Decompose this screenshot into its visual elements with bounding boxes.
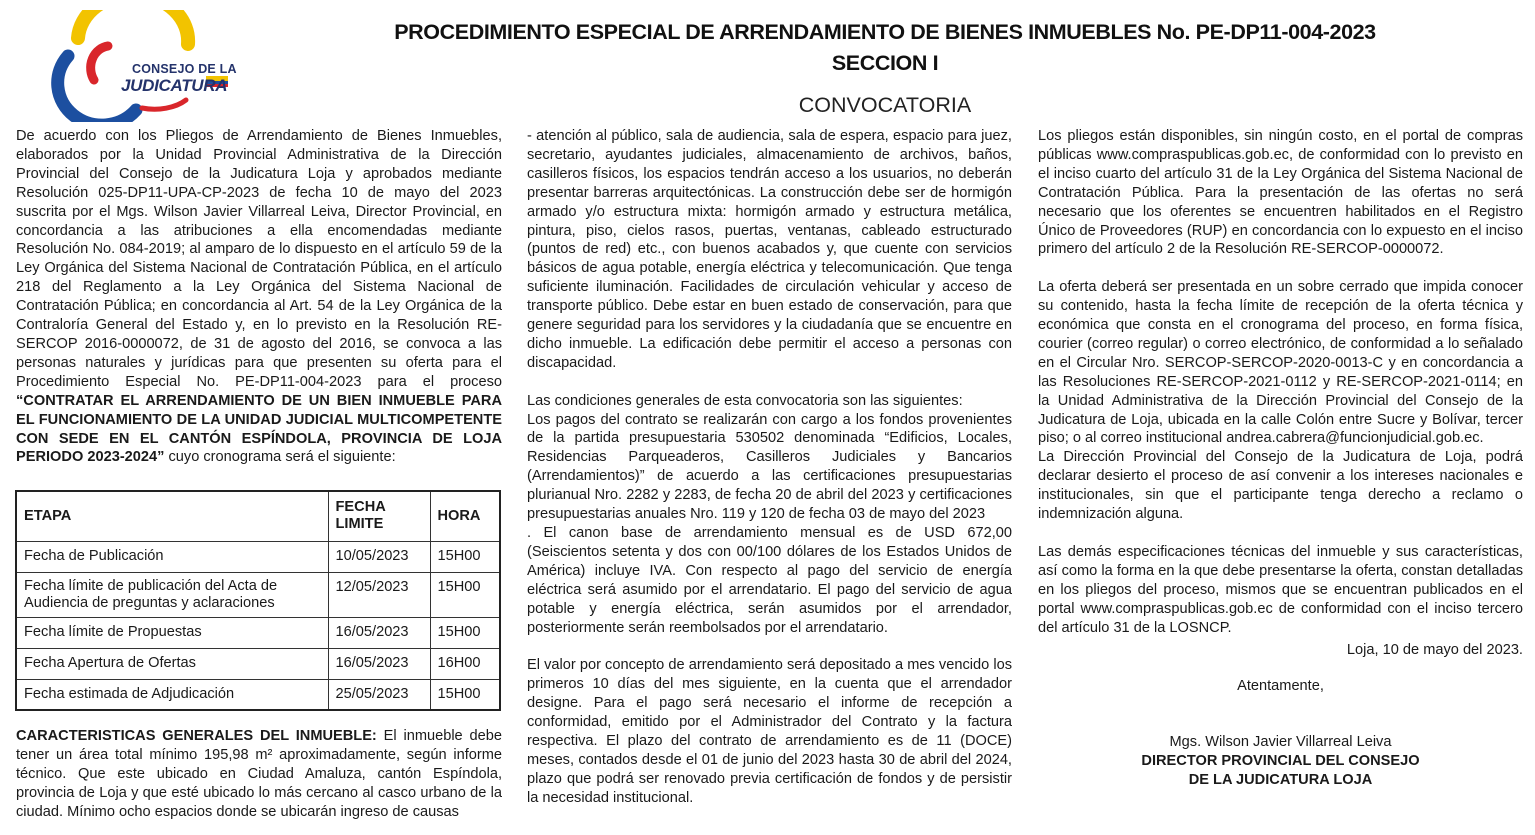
signer-title-2 <box>1038 771 1523 790</box>
logo-text-main: JUDICATURA <box>121 76 228 95</box>
stage-cell: Fecha de Publicación <box>16 541 328 572</box>
column-left <box>16 127 502 467</box>
table-row <box>16 541 500 572</box>
column-middle <box>527 127 1012 808</box>
consejo-judicatura-logo <box>38 10 237 122</box>
deposit-paragraph: El valor por concepto de arrendamiento será depositado a mes vencido los primeros 10 días del mes siguiente, en la cuenta que el arrendador designe. Para el pago será necesario el informe de recepción a conformidad, emitido por el Administrador del Contrato y la factura respectiva. El plazo del contrato de arrendamiento es de 11 (DOCE) meses, contados desde el 01 de junio del 2023 hasta 30 de abril del 2024, plazo que podrá ser renovado previa certificación de fondos y de persistir la necesidad institucional. <box>527 657 1012 806</box>
section-title: SECCION I <box>831 51 939 75</box>
time-cell: 15H00 <box>430 541 500 572</box>
schedule-header-row <box>16 491 500 541</box>
intro-end-text: cuyo cronograma será el siguiente: <box>164 449 396 466</box>
date-cell: 12/05/2023 <box>328 572 430 617</box>
date-cell: 16/05/2023 <box>328 617 430 648</box>
date-line: Loja, 10 de mayo del 2023. <box>1346 642 1523 659</box>
time-cell: 15H00 <box>430 617 500 648</box>
characteristics-text: El inmueble debe tener un área total mínimo 195,98 m² aproximadamente, según informe técnico. Que este ubicado en Ciudad Amaluza, cantón Espíndola, provincia de Loja y que esté ubicado lo más cercano al casco urbano de la ciudad. Mínimo ocho espacios donde se ubicarán ingreso de causas <box>16 728 502 820</box>
payments-paragraph: Los pagos del contrato se realizarán con cargo a los fondos provenientes de la partida presupuestaria 530502 denominada “Edificios, Locales, Residencias Parqueaderos, Casilleros Judiciales y Bancarios (Arrendamientos)” de acuerdo a las certificaciones presupuestarias plurianual Nro. 2282 y 2283, de fecha 20 de abril del 2023 y certificaciones presupuestarias anuales Nro. 119 y 120 de fecha 03 de mayo del 2023 <box>527 411 1012 523</box>
schedule-table <box>15 490 501 711</box>
spaces-paragraph: - atención al público, sala de audiencia, sala de espera, espacio para juez, secretario, ayudantes judiciales, almacenamiento de archivos, baños, casilleros físicos, los espacios tendrán acceso a los usuarios, no deberán presentar barreras arquitectónicas. La construcción debe ser de hormigón armado y/o estructura mixta: hormigón armado y estructura metálica, pintura, piso, cielos rasos, puertas, ventanas, cableado estructurado (puntos de red) etc., con buenos acabados y, que cuente con servicios básicos de agua potable, energía eléctrica y telecomunicación. Que tenga suficiente iluminación. Facilidades de circulación vehicular y acceso de transporte público. Debe estar en buen estado de conservación, para que genere seguridad para los servidores y la ciudadanía que se encuentre en dicho inmueble. La edificación debe permitir el acceso a personas con discapacidad. <box>527 128 1012 371</box>
pliegos-paragraph: Los pliegos están disponibles, sin ningún costo, en el portal de compras públicas www.compraspublicas.gob.ec, de conformidad con lo previsto en el inciso cuarto del artículo 31 de la Ley Orgánica del Sistema Nacional de Contratación Pública. Para la presentación de las ofertas no será necesario que los oferentes se encuentren habilitados en el Registro Único de Proveedores (RUP) en concordancia con lo expuesto en el inciso primero del artículo 2 de la Resolución RE-SERCOP-0000072. <box>1038 128 1523 258</box>
document-title: PROCEDIMIENTO ESPECIAL DE ARRENDAMIENTO DE BIENES INMUEBLES No. PE-DP11-004-2023 <box>394 20 1376 44</box>
stage-cell: Fecha Apertura de Ofertas <box>16 648 328 679</box>
table-row <box>16 572 500 617</box>
table-row <box>16 617 500 648</box>
stage-cell: Fecha límite de Propuestas <box>16 617 328 648</box>
table-row <box>16 648 500 679</box>
date-cell: 16/05/2023 <box>328 648 430 679</box>
table-row <box>16 679 500 710</box>
convocatoria-heading: CONVOCATORIA <box>798 93 972 117</box>
conditions-intro: Las condiciones generales de esta convocatoria son las siguientes: <box>527 392 963 409</box>
column-left-bottom <box>16 727 502 822</box>
stage-cell: Fecha estimada de Adjudicación <box>16 679 328 710</box>
characteristics-title: CARACTERISTICAS GENERALES DEL INMUEBLE: <box>16 728 377 744</box>
header-time: HORA <box>430 491 500 541</box>
date-cell: 25/05/2023 <box>328 679 430 710</box>
intro-text: De acuerdo con los Pliegos de Arrendamiento de Bienes Inmuebles, elaborados por la Unidad Provincial Administrativa de la Dirección Provincial del Consejo de la Judicatura Loja y aprobados mediante Resolución 025-DP11-UPA-CP-2023 de fecha 10 de mayo del 2023 suscrita por el Mgs. Wilson Javier Villarreal Leiva, Director Provincial, en concordancia a las atribuciones a ella encomendadas mediante Resolución No. 084-2019; al amparo de lo dispuesto en el artículo 59 de la Ley Orgánica del Sistema Nacional de Contratación Pública, en el artículo 218 del Reglamento a la Ley Orgánica del Sistema Nacional de Contratación Pública; en concordancia al Art. 54 de la Ley Orgánica de la Contraloría General del Estado y, en lo previsto en la Resolución RE-SERCOP 2016-0000072, de 31 de agosto del 2016, se convoca a las personas naturales y jurídicas para que presenten su oferta para el Procedimiento Especial No. PE-DP11-004-2023 para el proceso <box>16 128 502 390</box>
intro-paragraph <box>16 127 502 467</box>
offer-paragraph: La oferta deberá ser presentada en un sobre cerrado que impida conocer su contenido, hasta la fecha límite de recepción de la oferta técnica y económica que consta en el cronograma del proceso, en forma física, courier (correo regular) o correo electrónico, de conformidad a lo señalado en el Circular Nro. SERCOP-SERCOP-2020-0013-C y en concordancia a las Resoluciones RE-SERCOP-2021-0112 y RE-SERCOP-2021-0114; en la Unidad Administrativa de la Dirección Provincial del Consejo de la Judicatura de Loja, ubicada en la calle Colón entre Sucre y Bolívar, tercer piso; o al correo institucional andrea.cabrera@funcionjudicial.gob.ec. <box>1038 279 1523 447</box>
canon-paragraph: . El canon base de arrendamiento mensual es de USD 672,00 (Seiscientos setenta y dos con 00/100 dólares de los Estados Unidos de América) incluye IVA. Con respecto al pago del servicio de energía eléctrica será asumido por el arrendatario. El pago del servicio de agua potable y energía eléctrica, serán asumidos por el arrendador, posteriormente serán reembolsados por el arrendatario. <box>527 525 1012 636</box>
closing-line: Atentamente, <box>1237 678 1324 695</box>
process-name: “CONTRATAR EL ARRENDAMIENTO DE UN BIEN INMUEBLE PARA EL FUNCIONAMIENTO DE LA UNIDAD JUDICIAL MULTICOMPETENTE CON SEDE EN EL CANTÓN ESPÍNDOLA, PROVINCIA DE LOJA PERIODO 2023-2024” <box>16 392 502 466</box>
time-cell: 15H00 <box>430 572 500 617</box>
header-stage: ETAPA <box>16 491 328 541</box>
date-cell: 10/05/2023 <box>328 541 430 572</box>
signer-title-1-text: DIRECTOR PROVINCIAL DEL CONSEJO <box>1141 753 1420 770</box>
desierto-paragraph: La Dirección Provincial del Consejo de la Judicatura de Loja, podrá declarar desierto el proceso de así convenir a los intereses nacionales e institucionales, sin que el participante tenga derecho a reclamo o indemnización alguna. <box>1038 449 1523 523</box>
specifications-paragraph: Las demás especificaciones técnicas del inmueble y sus características, así como la forma en la que debe presentarse la oferta, constan detalladas en los pliegos del proceso, mismos que se encuentran publicados en el portal www.compraspublicas.gob.ec de conformidad con el inciso tercero del artículo 31 de la LOSNCP. <box>1038 543 1523 636</box>
header-date: FECHA LIMITE <box>328 491 430 541</box>
characteristics-paragraph <box>16 727 502 822</box>
logo-text-top: CONSEJO DE LA <box>132 62 237 76</box>
signer-title-1 <box>1038 752 1523 771</box>
time-cell: 16H00 <box>430 648 500 679</box>
time-cell: 15H00 <box>430 679 500 710</box>
signer-title-2-text: DE LA JUDICATURA LOJA <box>1188 772 1373 789</box>
signer-name: Mgs. Wilson Javier Villarreal Leiva <box>1169 734 1392 751</box>
stage-cell: Fecha límite de publicación del Acta de Audiencia de preguntas y aclaraciones <box>16 572 328 617</box>
column-right <box>1038 127 1523 790</box>
